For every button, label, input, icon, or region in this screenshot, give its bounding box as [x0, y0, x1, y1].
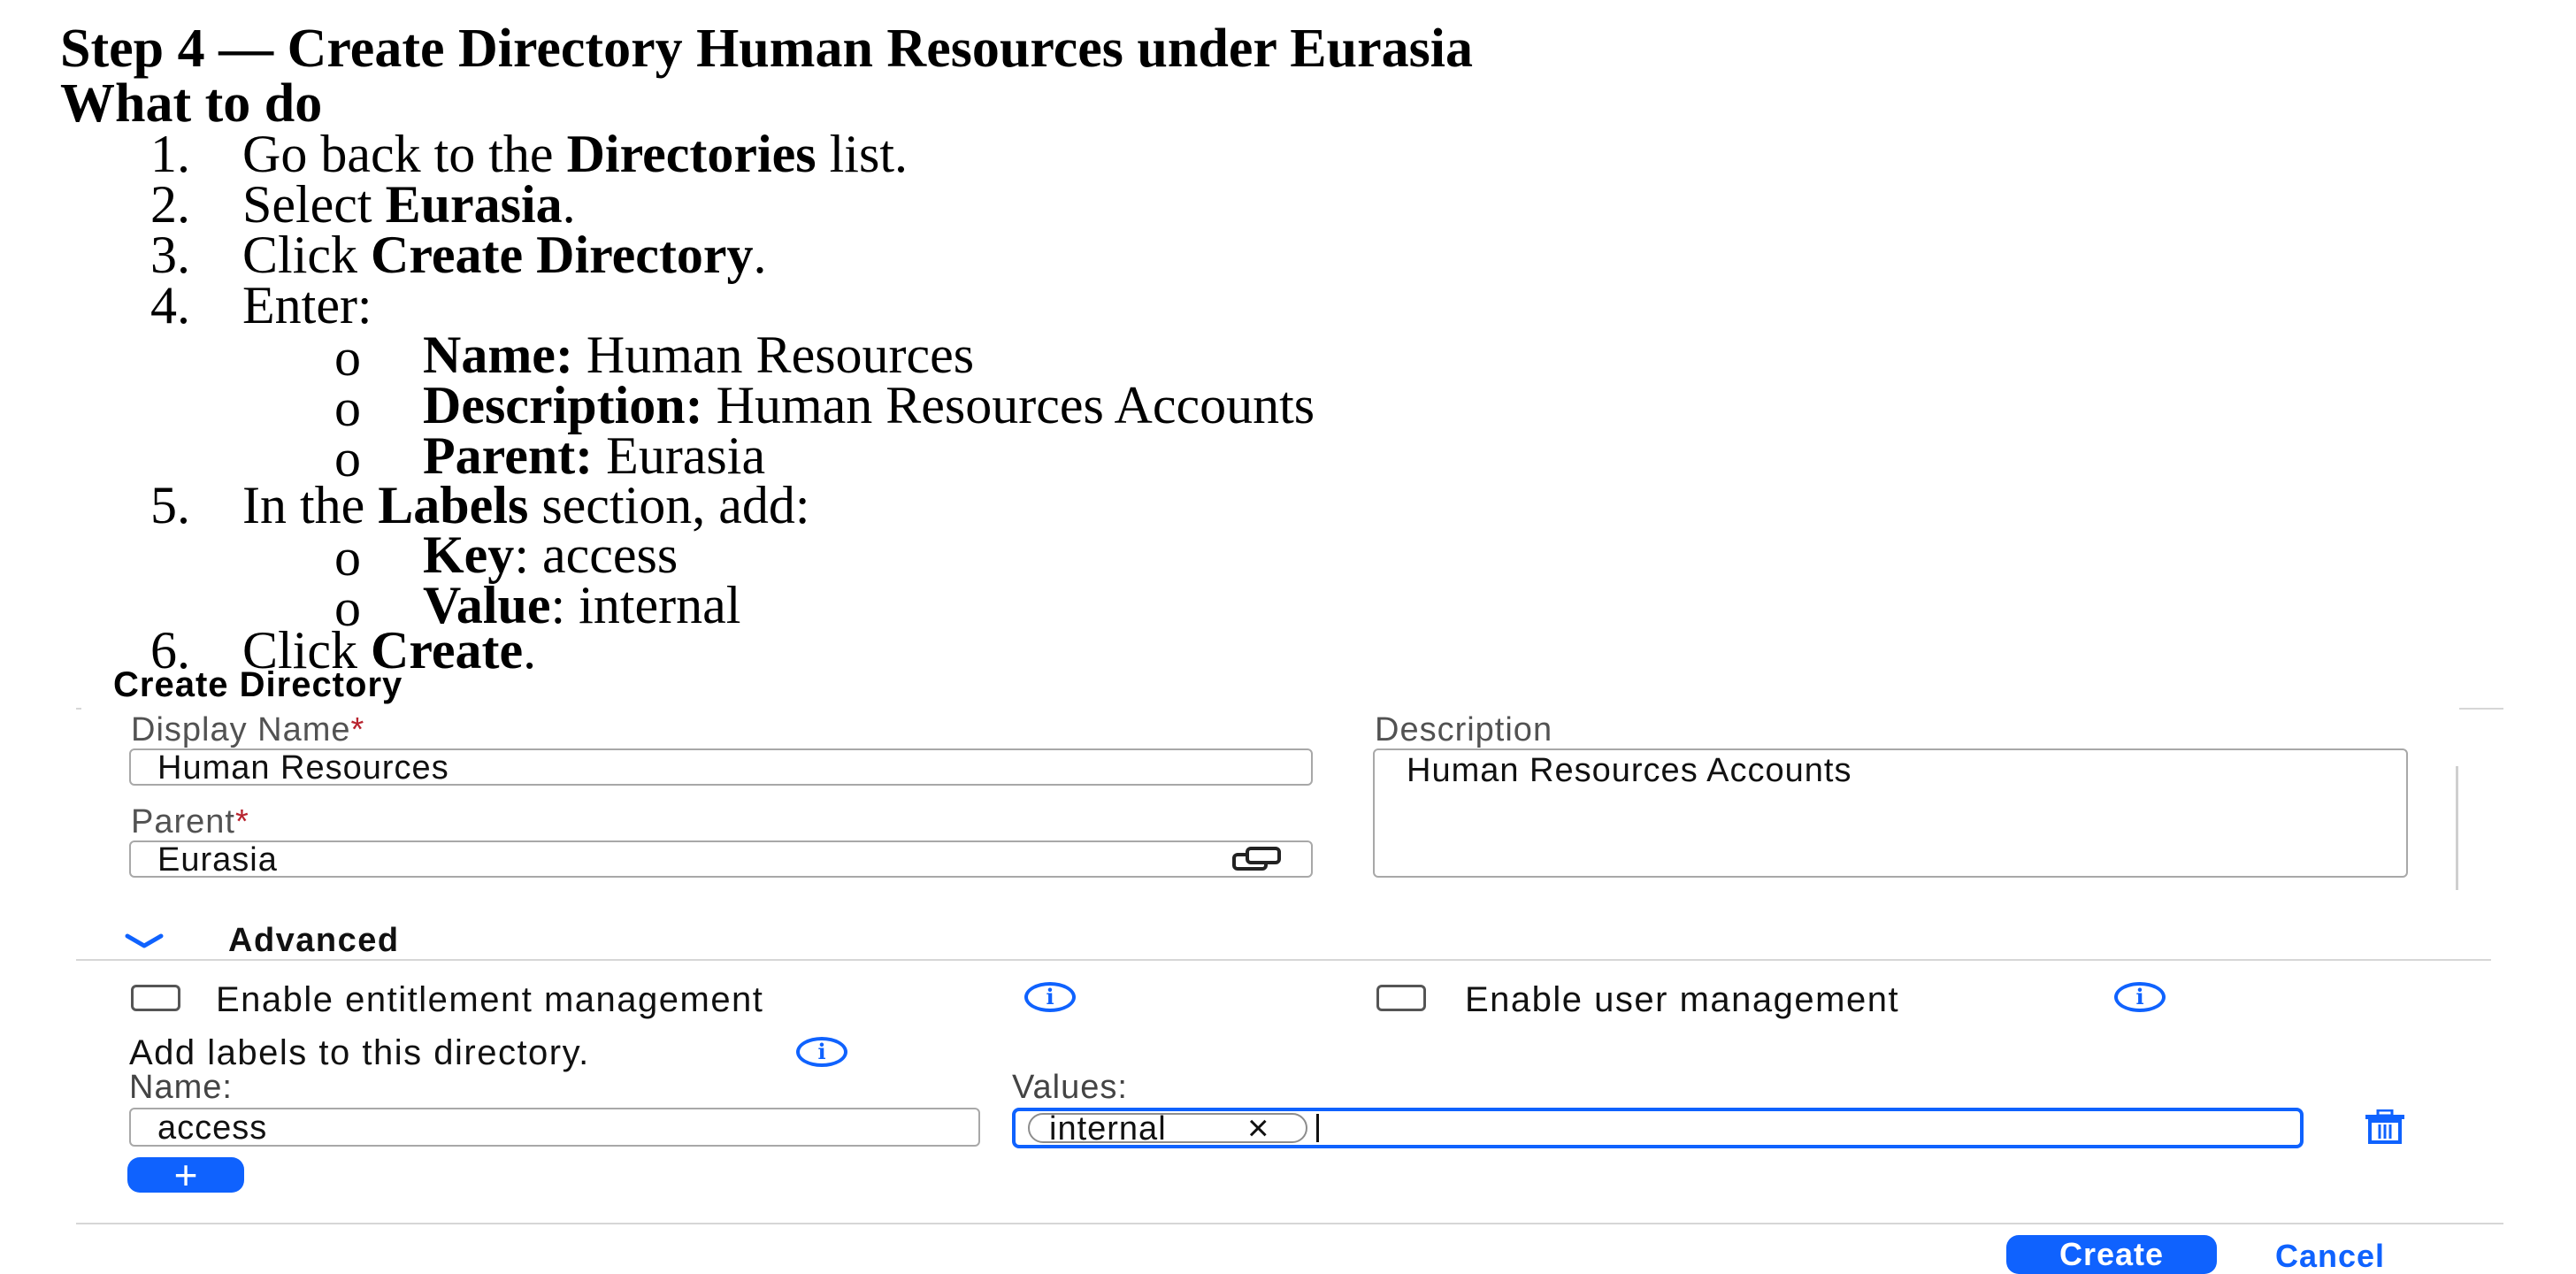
entitlement-checkbox[interactable] [131, 985, 180, 1011]
create-button[interactable]: Create [2006, 1235, 2217, 1274]
step-text: Select Eurasia. [242, 175, 576, 234]
advanced-divider [76, 959, 2491, 961]
scrollbar[interactable] [2456, 766, 2458, 890]
info-icon[interactable]: i [1024, 982, 1076, 1012]
parent-input[interactable] [129, 840, 1313, 878]
bullet-text: Name: Human Resources [423, 326, 975, 384]
bullet-mark: o [334, 379, 361, 437]
info-icon[interactable]: i [796, 1037, 847, 1067]
advanced-toggle[interactable]: Advanced [228, 922, 400, 959]
form-title: Create Directory [113, 665, 403, 704]
bullet-mark: o [334, 528, 361, 587]
user-management-label: Enable user management [1465, 980, 1900, 1019]
step-number: 6. [150, 621, 190, 679]
top-divider-left [76, 708, 81, 710]
cancel-button[interactable]: Cancel [2275, 1238, 2386, 1274]
step-number: 1. [150, 125, 190, 183]
step-number: 5. [150, 476, 190, 534]
step-title: Step 4 — Create Directory Human Resources under Eurasia [60, 19, 1473, 79]
step-text: Go back to the Directories list. [242, 125, 908, 183]
parent-label: Parent* [131, 803, 249, 840]
bullet-text: Value: internal [423, 576, 741, 634]
description-value: Human Resources Accounts [1407, 752, 1852, 789]
info-icon[interactable]: i [2114, 982, 2166, 1012]
label-name-value: access [157, 1109, 268, 1147]
step-text: Enter: [242, 276, 372, 334]
step-number: 3. [150, 226, 190, 284]
bullet-text: Parent: Eurasia [423, 426, 766, 485]
browse-icon[interactable] [1231, 846, 1284, 872]
step-text: In the Labels section, add: [242, 476, 810, 534]
labels-heading: Add labels to this directory. [129, 1033, 590, 1072]
step-number: 2. [150, 175, 190, 234]
description-label: Description [1375, 711, 1553, 748]
parent-value: Eurasia [157, 841, 278, 879]
values-column-label: Values: [1012, 1069, 1128, 1106]
step-text: Click Create Directory. [242, 226, 767, 284]
chevron-down-icon[interactable] [124, 931, 165, 950]
bullet-mark: o [334, 579, 361, 637]
bullet-mark: o [334, 429, 361, 487]
display-name-label: Display Name* [131, 711, 365, 748]
user-management-checkbox[interactable] [1376, 985, 1426, 1011]
step-text: Click Create. [242, 621, 537, 679]
bottom-divider [76, 1223, 2503, 1224]
step-subtitle: What to do [60, 73, 323, 134]
bullet-mark: o [334, 328, 361, 387]
top-divider-right [2459, 708, 2503, 710]
trash-icon[interactable] [2360, 1109, 2410, 1145]
add-label-button[interactable] [127, 1152, 244, 1198]
entitlement-label: Enable entitlement management [216, 980, 764, 1019]
step-number: 4. [150, 276, 190, 334]
value-tag-text: internal [1049, 1110, 1167, 1147]
name-column-label: Name: [129, 1069, 233, 1106]
add-icon: + [173, 1152, 198, 1198]
bullet-text: Description: Human Resources Accounts [423, 376, 1315, 434]
bullet-text: Key: access [423, 526, 678, 584]
text-cursor [1316, 1114, 1319, 1142]
close-icon[interactable]: × [1247, 1107, 1270, 1148]
display-name-value: Human Resources [157, 749, 449, 787]
